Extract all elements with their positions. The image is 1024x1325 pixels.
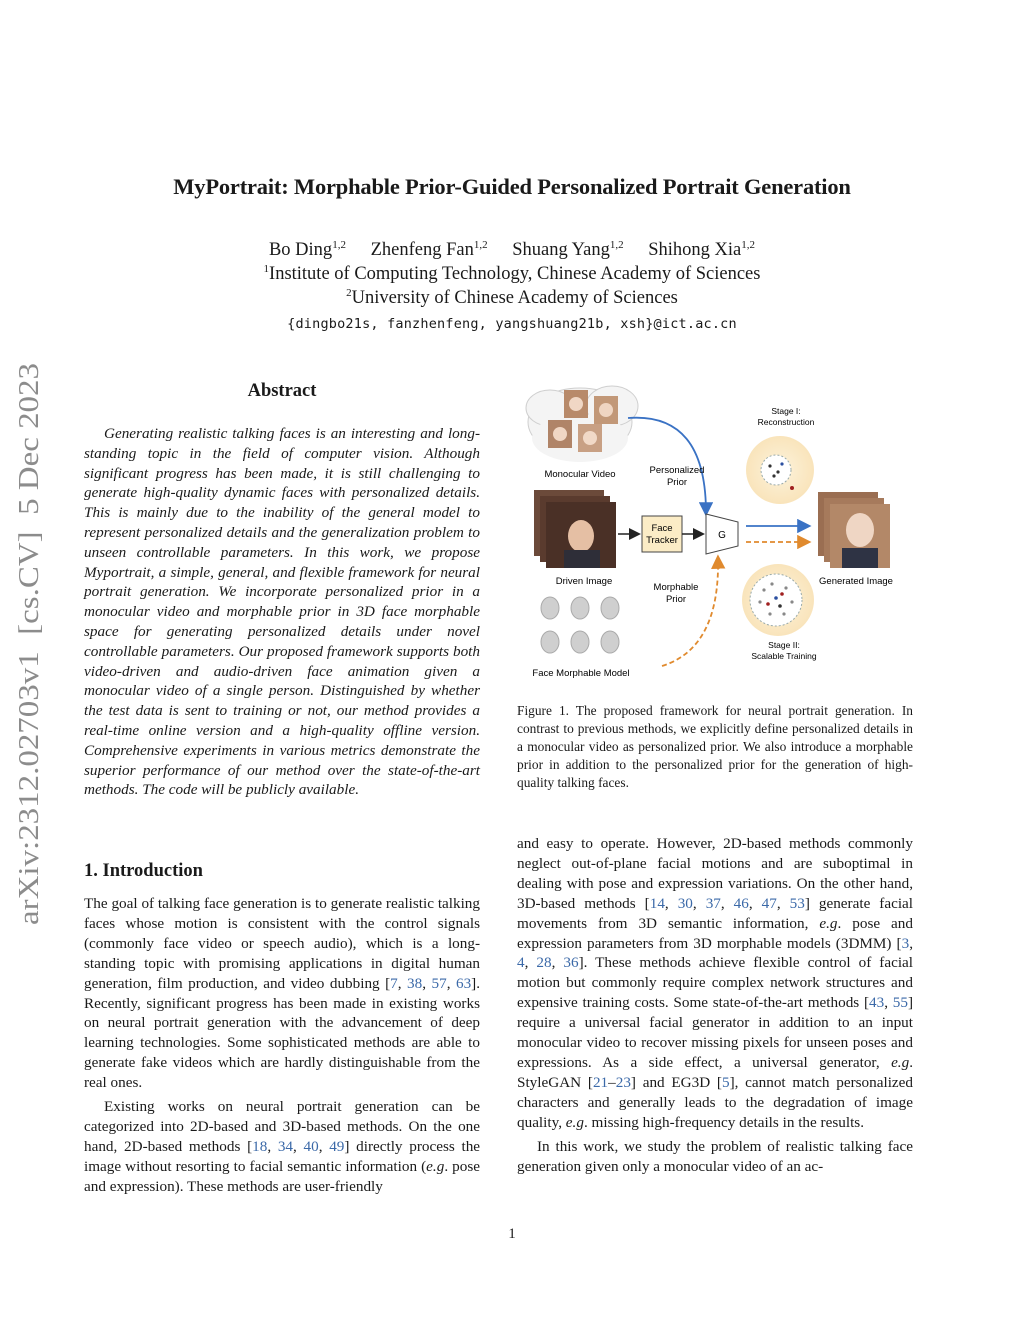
citation-link[interactable]: 46 [733, 894, 749, 912]
label-generator: G [718, 530, 726, 541]
citation-link[interactable]: 34 [277, 1137, 294, 1155]
generated-image-stack [818, 492, 890, 568]
citation-link[interactable]: 5 [721, 1073, 730, 1091]
citation-link[interactable]: 14 [649, 894, 665, 912]
citation-link[interactable]: 7 [390, 974, 398, 992]
author-list [0, 240, 1024, 261]
citation-link[interactable]: 30 [677, 894, 693, 912]
citation-link[interactable]: 37 [705, 894, 721, 912]
author-email: {dingbo21s, fanzhenfeng, yangshuang21b, xsh}@ict.ac.cn [287, 316, 737, 332]
citation-link[interactable]: 23 [615, 1073, 631, 1091]
driven-image-stack [534, 490, 616, 568]
svg-text:Prior: Prior [666, 477, 688, 488]
citation-link[interactable]: 18 [252, 1137, 268, 1155]
intro-left-column [84, 894, 480, 1197]
citation-link[interactable]: 57 [431, 974, 447, 992]
intro-right-column [517, 834, 913, 1176]
label-driven-image: Driven Image [555, 576, 613, 587]
citation-link[interactable]: 40 [303, 1137, 319, 1155]
label-morphable-prior: Morphable [653, 582, 699, 593]
label-personalized-prior: Personalized [649, 465, 705, 476]
svg-text:Prior: Prior [665, 594, 687, 605]
svg-text:Tracker: Tracker [646, 535, 678, 546]
label-face-tracker: Face [651, 523, 673, 534]
citation-link[interactable]: 53 [789, 894, 805, 912]
citation-link[interactable]: 3 [901, 934, 910, 952]
svg-text:Reconstruction: Reconstruction [757, 417, 815, 427]
paragraph: Existing works on neural portrait generation can be categorized into 2D-based and 3D-based methods. On the one hand, 2D-based methods [18, 34, 40, 49] directly process the image without resorting to facial semantic information (e.g. pose and expression). These methods are user-friendly [84, 1098, 481, 1195]
citation-link[interactable]: 55 [892, 994, 908, 1012]
page-number: 1 [508, 1226, 516, 1242]
section-heading-introduction: 1. Introduction [84, 861, 203, 881]
paragraph: The goal of talking face generation is to generate realistic talking faces whose motion is consistent with the control signals (commonly face video or speech audio), which is a long-standing topic with promising applications in digital human generation, film production, and video dubbing [7, 38, 57, 63]. Recently, significant progress has been made in existing works on neural portrait generation with the advancement of deep learning technologies. Some sophisticated methods are able to generate fake videos which are hardly distinguishable from the real ones. [84, 895, 481, 1092]
morphable-prior-arrow [662, 558, 718, 666]
citation-link[interactable]: 36 [563, 954, 579, 972]
citation-link[interactable]: 49 [329, 1137, 345, 1155]
author: Shihong Xia$^{1,2}$ [648, 238, 756, 260]
citation-link[interactable]: 4 [517, 954, 525, 972]
citation-link[interactable]: 38 [407, 974, 423, 992]
paragraph: and easy to operate. However, 2D-based methods commonly neglect out-of-plane facial motions and are suboptimal in dealing with pose and expression variations. On the other hand, 3D-based methods [14, 30, 37, 46, 47, 53] generate facial movements from 3D semantic information, e.g. pose and expression parameters from 3D morphable models (3DMM) [3, 4, 28, 36]. These methods achieve flexible control of facial motion but commonly require complex network structures and expensive training costs. Some state-of-the-art methods [43, 55] require a universal facial generator in addition to an input monocular video to recover missing pixels for unseen poses and expressions. As a side effect, a universal generator, e.g. StyleGAN [21–23] and EG3D [5], cannot match personalized characters and generally leads to the degradation of image quality, e.g. missing high-frequency details in the results. [517, 835, 914, 1131]
author: Shuang Yang$^{1,2}$ [512, 238, 624, 260]
arxiv-id: arXiv:2312.02703v1 [cs.CV] 5 Dec 2023 [14, 447, 45, 925]
citation-link[interactable]: 43 [869, 994, 885, 1012]
abstract-heading: Abstract [247, 381, 317, 401]
author: Zhenfeng Fan$^{1,2}$ [370, 238, 488, 260]
morphable-model-heads [541, 597, 619, 653]
affiliation: $^2$University of Chinese Academy of Sciences [346, 286, 678, 308]
label-generated-image: Generated Image [819, 576, 893, 587]
face-tracker-box [642, 516, 682, 552]
abstract-text: Generating realistic talking faces is an interesting and long-standing topic in the field of computer vision. Although significant progress has been made, it is still challenging to generate high-quality dynamic faces with personalized details. This is mainly due to the inability of the general model to represent personalized details and the generalization problem to unseen controllable parameters. In this work, we propose Myportrait, a simple, general, and flexible framework for neural portrait generation. We incorporate personalized prior in a monocular video and morphable prior in 3D face morphable space for generating personalized details under novel controllable parameters. Our proposed framework supports both video-driven and audio-driven face animation given a monocular video of a single person. Distinguished by whether the test data is sent to training or not, our method provides a real-time online version and a high-quality offline version. Comprehensive experiments in various metrics demonstrate the superior performance of our method over the state-of-the-art methods. The code will be publicly available. [84, 425, 480, 799]
affiliation: $^1$Institute of Computing Technology, Chinese Academy of Sciences [263, 262, 761, 284]
figure-1 [520, 378, 912, 684]
label-stage-2: Stage II: [768, 640, 800, 650]
svg-text:Scalable Training: Scalable Training [751, 651, 817, 661]
label-face-morphable-model: Face Morphable Model [532, 668, 630, 679]
paragraph: In this work, we study the problem of realistic talking face generation given only a monocular video of an ac- [517, 1137, 913, 1175]
citation-link[interactable]: 47 [761, 894, 777, 912]
author: Bo Ding$^{1,2}$ [268, 238, 346, 260]
citation-link[interactable]: 63 [455, 974, 472, 992]
label-stage-1: Stage I: [771, 406, 801, 416]
citation-link[interactable]: 28 [536, 954, 552, 972]
paper-title: MyPortrait: Morphable Prior-Guided Personalized Portrait Generation [173, 174, 851, 199]
figure-caption: Figure 1. The proposed framework for neural portrait generation. In contrast to previous methods, we explicitly define personalized details in a monocular video as personalized prior. We also introduce a morphable prior in addition to the personalized prior for the generation of high-quality talking faces. [517, 703, 913, 790]
citation-link[interactable]: 21 [592, 1073, 609, 1091]
arxiv-stamp [8, 360, 48, 930]
label-monocular-video: Monocular Video [544, 469, 616, 480]
